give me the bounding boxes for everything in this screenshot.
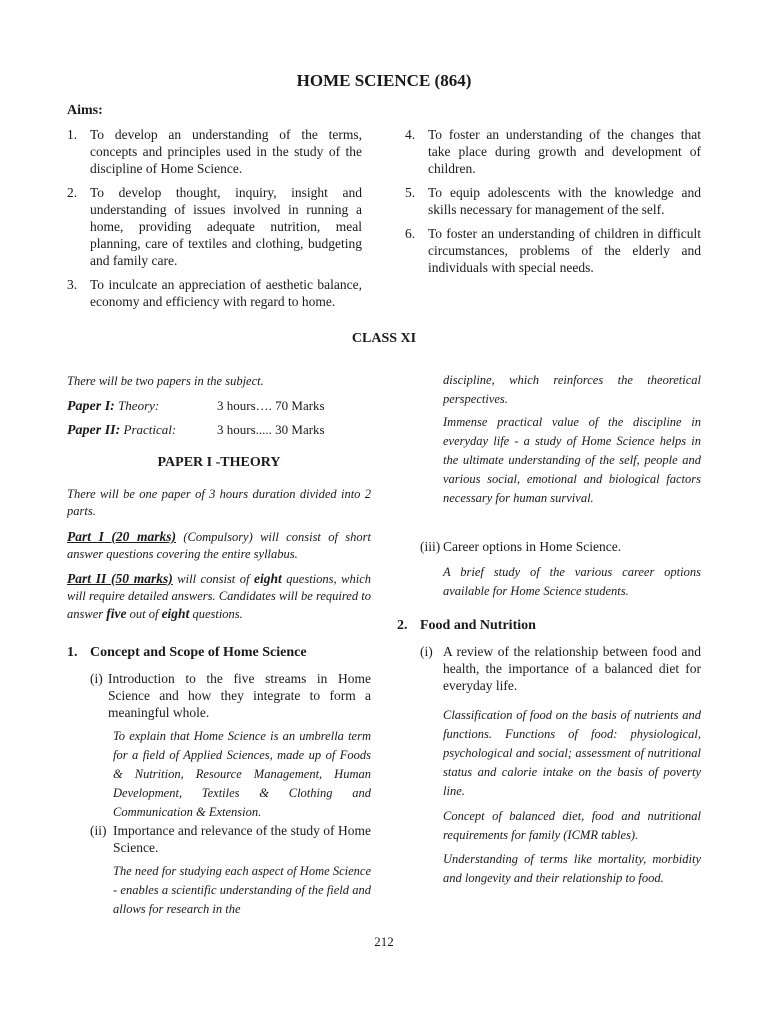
section-1-ii-desc-cont: discipline, which reinforces the theoretical perspectives. bbox=[443, 373, 701, 406]
section-2-desc-classification: Classification of food on the basis of nutrients and functions. Functions of food: physiological, psychological and social; assessment of nutritional status and calorie intake on the basis of poverty line. bbox=[443, 708, 701, 798]
section-1-item-i-desc: To explain that Home Science is an umbrella term for a field of Applied Sciences, made up of Foods & Nutrition, Resource Management, Human Development, Textiles & Clothing and Communication & Extension. bbox=[113, 729, 371, 819]
aims-heading: Aims: bbox=[67, 103, 103, 118]
aim-item: 2. To develop thought, inquiry, insight and understanding of issues involved in running a home, providing adequate nutrition, meal planning, care of textiles and clothing, budgeting and family care. bbox=[67, 185, 362, 268]
section-1-item-i: (i) Introduction to the five streams in Home Science and how they integrate to form a meaningful whole. bbox=[90, 671, 371, 720]
part-1-desc: Part I (20 marks) (Compulsory) will consist of short answer questions covering the entire syllabus. bbox=[67, 529, 371, 561]
page-title: HOME SCIENCE (864) bbox=[296, 71, 472, 90]
section-1-item-iii: (iii) Career options in Home Science. bbox=[420, 539, 622, 554]
section-1-item-ii: (ii) Importance and relevance of the study of Home Science. bbox=[90, 823, 371, 855]
part-2-desc: Part II (50 marks) will consist of eight questions, which will require detailed answers. Candidates will be required to answer five out of eight questions. bbox=[67, 571, 371, 621]
theory-intro: There will be one paper of 3 hours duration divided into 2 parts. bbox=[67, 487, 371, 518]
aim-item: 6. To foster an understanding of children in difficult circumstances, problems of the elderly and individuals with special needs. bbox=[405, 226, 701, 275]
aim-item: 3. To inculcate an appreciation of aesthetic balance, economy and efficiency with regard to home. bbox=[67, 277, 362, 309]
section-1-ii-desc-more: Immense practical value of the discipline in everyday life - a study of Home Science helps in the ultimate understanding of the self, people and various social, emotional and biological factors necessary for human survival. bbox=[443, 415, 701, 505]
aims-list-left bbox=[67, 126, 362, 310]
section-2-desc-balanced-diet: Concept of balanced diet, food and nutritional requirements for family (ICMR tables). bbox=[443, 809, 701, 842]
papers-intro: There will be two papers in the subject. bbox=[67, 374, 264, 388]
section-2-item-i: (i) A review of the relationship between food and health, the importance of a balanced diet for everyday life. bbox=[420, 644, 701, 693]
paper-2-row: Paper II: Practical: 3 hours..... 30 Marks bbox=[67, 422, 325, 438]
aim-item: 5. To equip adolescents with the knowledge and skills necessary for management of the self. bbox=[405, 185, 701, 217]
section-2-heading: 2. Food and Nutrition bbox=[397, 618, 536, 633]
paper-1-row: Paper I: Theory: 3 hours…. 70 Marks bbox=[67, 398, 325, 414]
section-1-heading: 1. Concept and Scope of Home Science bbox=[67, 645, 307, 660]
section-2-desc-terms: Understanding of terms like mortality, morbidity and longevity and their relationship to food. bbox=[443, 852, 701, 885]
aim-item: 4. To foster an understanding of the changes that take place during growth and development of children. bbox=[405, 127, 701, 176]
paper-theory-heading: PAPER I -THEORY bbox=[157, 455, 281, 470]
class-heading: CLASS XI bbox=[351, 331, 417, 346]
section-1-item-ii-desc: The need for studying each aspect of Home Science - enables a scientific understanding of the field and allows for research in the bbox=[113, 864, 371, 916]
aim-item: 1. To develop an understanding of the terms, concepts and principles used in the study of the discipline of Home Science. bbox=[67, 127, 362, 176]
aims-list-right bbox=[405, 126, 701, 276]
section-1-item-iii-desc: A brief study of the various career options available for Home Science students. bbox=[443, 565, 701, 598]
page-number: 212 bbox=[374, 934, 394, 949]
